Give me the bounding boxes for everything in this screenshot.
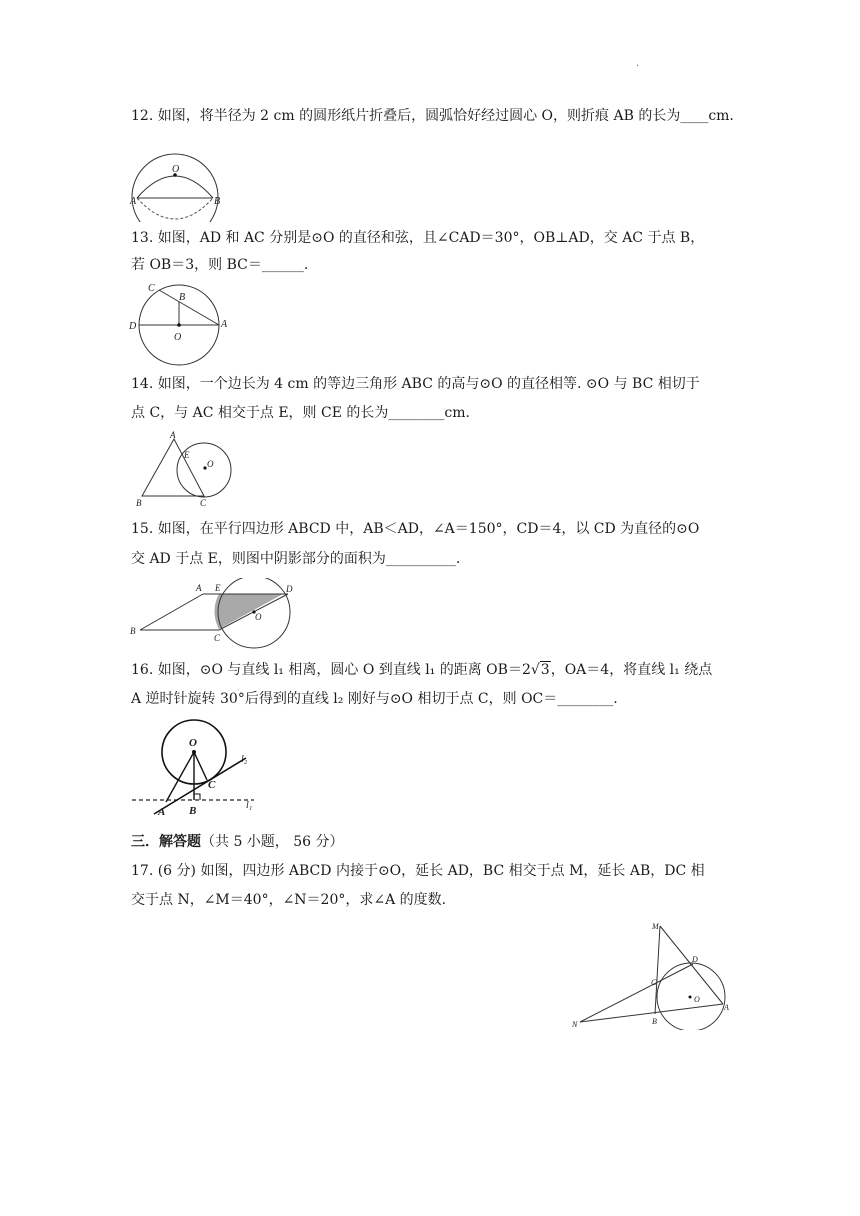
q17-label-a: A: [724, 1003, 729, 1012]
q13-label-d: D: [129, 321, 137, 332]
header-mark: .: [636, 58, 640, 69]
q15-line2: 交 AD 于点 E，则图中阴影部分的面积为__________.: [131, 551, 461, 567]
q14-figure: [132, 430, 236, 510]
q15-figure: [128, 578, 300, 654]
q16-sqrt-radicand: 3: [540, 662, 550, 678]
q14-line1: 14. 如图，一个边长为 4 cm 的等边三角形 ABC 的高与⊙O 的直径相等. ⊙O 与 BC 相切于: [131, 376, 700, 392]
q15-label-e: E: [215, 583, 221, 593]
q17-label-o: O: [694, 995, 700, 1004]
q13-label-a: A: [221, 319, 228, 330]
q17-line1: 17. (6 分) 如图，四边形 ABCD 内接于⊙O，延长 AD，BC 相交于点 M，延长 AB，DC 相: [131, 863, 705, 879]
q17-line2: 交于点 N，∠M＝40°，∠N＝20°，求∠A 的度数.: [131, 892, 447, 908]
q16-label-a: A: [158, 806, 166, 818]
q16-figure: [128, 716, 268, 818]
section3-detail: （共 5 小题， 56 分）: [201, 834, 344, 850]
q13-label-o: O: [174, 332, 182, 343]
q13-label-c: C: [148, 283, 155, 294]
q14-label-c: C: [200, 498, 207, 508]
q14-label-a: A: [170, 430, 176, 440]
q17-label-c: C: [651, 978, 657, 987]
section3-heading: [131, 832, 344, 852]
q17-label-d: D: [692, 955, 698, 964]
q16-line1-post: ，OA＝4，将直线 l₁ 绕点: [550, 662, 713, 678]
q16-label-b: B: [189, 805, 197, 817]
q13-line2: 若 OB＝3，则 BC＝______.: [131, 257, 309, 273]
q16-label-c: C: [208, 779, 216, 791]
q13-label-b: B: [179, 292, 186, 303]
q16-sqrt: √3: [530, 662, 550, 678]
q16-label-l2: l₂: [241, 754, 248, 765]
q16-line1: [131, 660, 712, 680]
q13-figure: [128, 282, 234, 368]
q13-line1: 13. 如图，AD 和 AC 分别是⊙O 的直径和弦，且∠CAD＝30°，OB⊥AD，交 AC 于点 B，: [131, 230, 705, 246]
q14-label-e: E: [184, 450, 190, 460]
q12-label-b: B: [214, 196, 221, 207]
q16-line1-pre: 16. 如图，⊙O 与直线 l₁ 相离，圆心 O 到直线 l₁ 的距离 OB＝2: [131, 662, 531, 678]
q15-label-o: O: [255, 612, 262, 622]
q16-line2: A 逆时针旋转 30°后得到的直线 l₂ 刚好与⊙O 相切于点 C，则 OC＝________.: [131, 691, 618, 707]
q15-label-d: D: [286, 584, 293, 594]
q15-label-b: B: [130, 626, 136, 636]
q15-label-a: A: [196, 583, 202, 593]
q16-label-o: O: [189, 737, 197, 749]
q17-label-n: N: [572, 1020, 578, 1029]
q15-line1: 15. 如图，在平行四边形 ABCD 中，AB＜AD，∠A＝150°，CD＝4，以 CD 为直径的⊙O: [131, 521, 700, 537]
q14-line2: 点 C，与 AC 相交于点 E，则 CE 的长为________cm.: [131, 405, 470, 421]
q17-figure: [566, 918, 738, 1030]
q12-label-a: A: [130, 196, 137, 207]
q14-label-o: O: [207, 459, 214, 469]
q12-figure: [128, 152, 224, 222]
section3-title: 三．解答题: [131, 834, 201, 850]
q12-label-o: O: [172, 164, 180, 175]
q17-label-b: B: [652, 1017, 657, 1026]
q16-label-l1: l₁: [246, 800, 253, 811]
q15-label-c: C: [214, 633, 221, 643]
q17-label-m: M: [652, 922, 659, 931]
q14-label-b: B: [136, 498, 142, 508]
q12-text: 12. 如图，将半径为 2 cm 的圆形纸片折叠后，圆弧恰好经过圆心 O，则折痕 AB 的长为____cm.: [131, 108, 734, 124]
